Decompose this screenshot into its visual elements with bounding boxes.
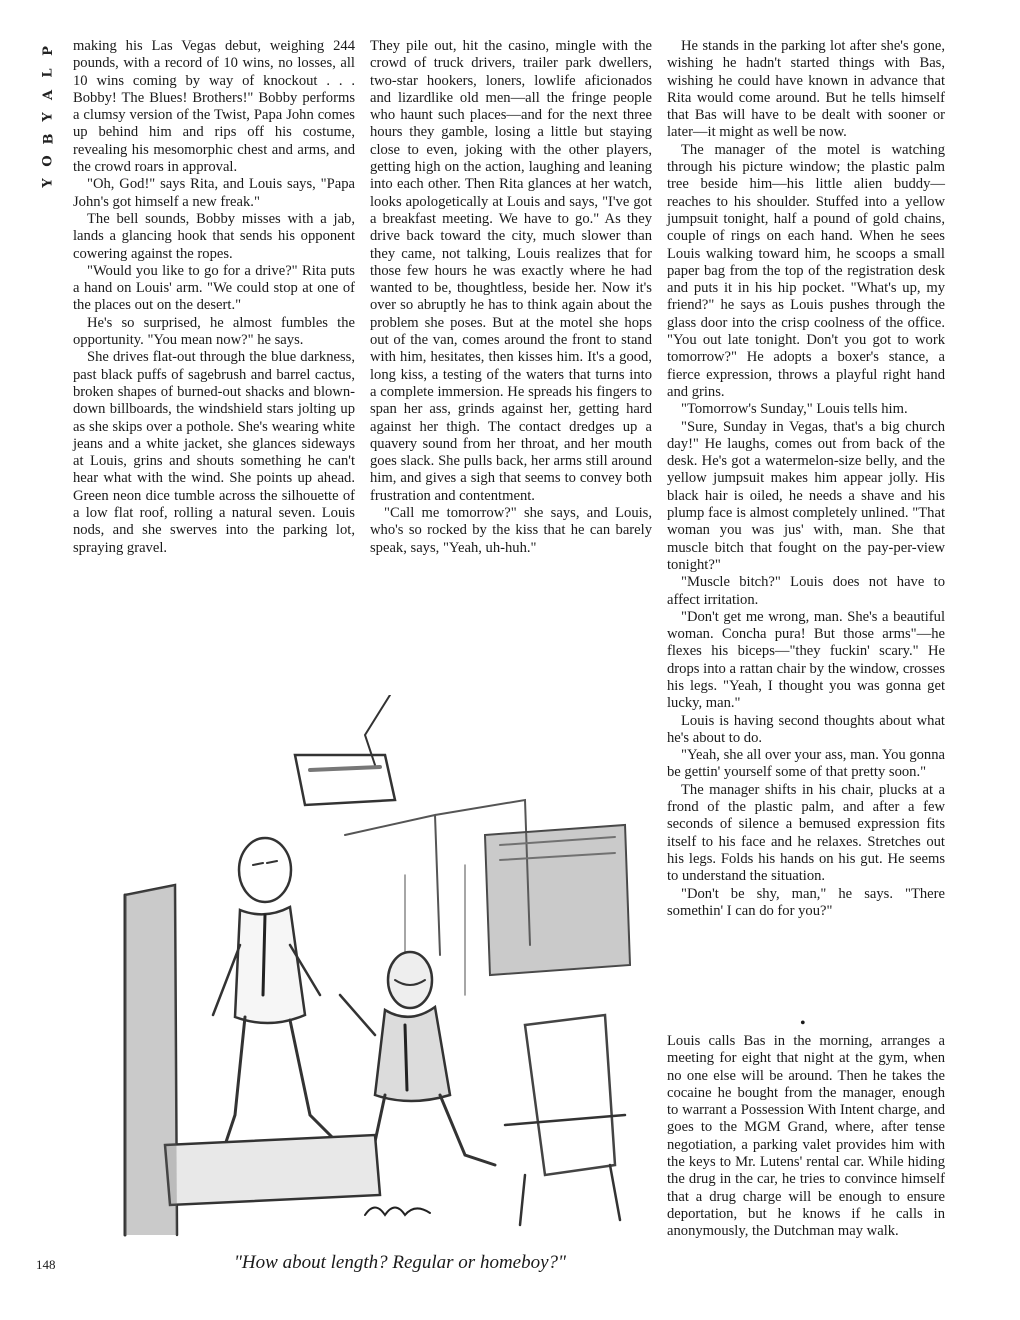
paragraph: He's so surprised, he almost fumbles the opportunity. "You mean now?" he says. [73, 314, 355, 349]
text-column-3 [667, 38, 945, 920]
text-column-2 [370, 38, 652, 557]
cartoon-illustration [105, 695, 645, 1240]
paragraph: "Would you like to go for a drive?" Rita puts a hand on Louis' arm. "We could stop at one of the places out on the desert." [73, 262, 355, 314]
text-column-1 [73, 38, 355, 557]
paragraph: The manager shifts in his chair, plucks at a frond of the plastic palm, and after a few seconds of silence a bemused expression fits itself to his face and he relaxes. Stretches out his legs. Folds his hands on his gut. He seems to understand the situation. [667, 781, 945, 885]
running-head-letter: O [40, 155, 56, 167]
paragraph: "Call me tomorrow?" she says, and Louis, who's so rocked by the kiss that he can barely speak, says, "Yeah, uh-huh." [370, 505, 652, 556]
paragraph: He stands in the parking lot after she's gone, wishing he hadn't started things with Bas, wishing he could have known in advance that Rita would come around. But he tells himself that Bas will have to be dealt with sooner or later—it might as well be now. [667, 38, 945, 141]
paragraph: "Tomorrow's Sunday," Louis tells him. [681, 401, 908, 418]
section-break: • [800, 1015, 806, 1032]
running-head-letter: L [40, 68, 56, 78]
paragraph: "Oh, God!" says Rita, and Louis says, "Papa John's got himself a new freak." [73, 176, 355, 210]
paragraph: making his Las Vegas debut, weighing 244 pounds, with a record of 10 wins, no losses, all 10 wins coming by way of knockout . . . Bobby! The Blues! Brothers!" Bobby performs a clumsy version of the Twist, Papa John comes up behind him and rips off his costume, revealing his mesomorphic chest and arms, and the crowd roars in approval. [73, 38, 355, 176]
text-column-3-continued [667, 1033, 945, 1241]
paragraph: "Don't get me wrong, man. She's a beautiful woman. Concha pura! But those arms"—he flexes his biceps—"they fuckin' scary." He drops into a rattan chair by the window, crosses his legs. "Yeah, I thought you was gonna get lucky, man." [667, 608, 945, 712]
running-head [38, 40, 60, 200]
running-head-letter: P [41, 46, 56, 56]
paragraph: Louis is having second thoughts about what he's about to do. [667, 712, 945, 746]
cartoon-caption: "How about length? Regular or homeboy?" [233, 1252, 567, 1273]
paragraph: Louis calls Bas in the morning, arranges a meeting for eight that night at the gym, when no one else will be around. Then he takes the cocaine he bought from the manager, enough to warrant a Possession With Intent charge, and goes to the MGM Grand, where, after tense negotiation, a parking valet provides him with the keys to Mr. Lutens' rental car. While hiding the drug in the car, he tries to convince himself that a drug charge will be enough to ensure deportation, but he knows if he calls in anonymously, the Dutchman may walk. [667, 1033, 945, 1240]
paragraph: The manager of the motel is watching through his picture window; the plastic palm tree beside him—his little alien buddy—reaches to his shoulder. Stuffed into a yellow jumpsuit tonight, half a pound of gold chains, couple of rings on each hand. When he sees Louis walking toward him, he scoops a small paper bag from the top of the registration desk and puts it in his hip pocket. "What's up, my friend?" he says as Louis pushes through the glass door into the crisp coolness of the office. "You out late tonight. Don't you got to work tomorrow?" He adopts a boxer's stance, a fierce expression, throws a playful right hand and grins. [667, 141, 945, 400]
running-head-letter: Y [41, 178, 56, 188]
paragraph: "Yeah, she all over your ass, man. You gonna be gettin' yourself some of that pretty soon." [667, 747, 945, 781]
paragraph: "Muscle bitch?" Louis does not have to affect irritation. [667, 574, 945, 608]
page-number: 148 [36, 1257, 56, 1272]
paragraph: "Sure, Sunday in Vegas, that's a big church day!" He laughs, comes out from back of the desk. He's got a watermelon-size belly, and the yellow jumpsuit makes him appear jolly. His black hair is oiled, he needs a shave and his plump face is almost completely unlined. "That woman you was jus' with, man. She that muscle bitch that fought on the pay-per-view tonight?" [667, 418, 945, 573]
running-head-letter: A [41, 89, 56, 101]
paragraph: They pile out, hit the casino, mingle with the crowd of truck drivers, trailer park dwellers, two-star hookers, loners, lowlife aficionados and lizardlike old men—all the fringe people who haunt such places—and for the next three hours they gamble, losing a little but staying close to even, joking with the other players, getting high on the action, laughing and leaning into each other. Then Rita glances at her watch, looks apologetically at Louis and says, "I've got a breakfast meeting. We have to go." As they drive back toward the city, much slower than they came, not talking, Louis realizes that for those few hours he was exactly where he had wanted to be, thoughtless, beside her. Now it's over so abruptly he has to think again about the problem she poses. But at the motel she hops out of the van, comes around the front to stand with him, hesitates, then kisses him. It's a good, long kiss, a testing of the waters that turns into a complete immersion. He spreads his fingers to span her ass, grinds against her, getting hard against her thigh. The contact dredges up a quavery sound from her throat, and her mouth goes slack. She pulls back, her arms still around him, and gives a sigh that seems to convey both frustration and contentment. [370, 38, 652, 504]
paragraph: The bell sounds, Bobby misses with a jab, lands a glancing hook that sends his opponent cowering against the ropes. [73, 210, 355, 262]
paragraph: She drives flat-out through the blue darkness, past black puffs of sagebrush and barrel cactus, broken shapes of burned-out shacks and blown-down billboards, the windshield stars jolting up as she skips over a pothole. She's wearing white jeans and a white jacket, she glances sideways at Louis, grins and shouts something he can't hear what with the wind. She points up ahead. Green neon dice tumble across the silhouette of a low flat roof, rolling a natural seven. Louis nods, and she swerves into the parking lot, spraying gravel. [73, 349, 355, 556]
running-head-letter: B [41, 133, 56, 145]
paragraph: "Don't be shy, man," he says. "There somethin' I can do for you?" [667, 885, 945, 919]
running-head-letter: Y [41, 112, 56, 122]
